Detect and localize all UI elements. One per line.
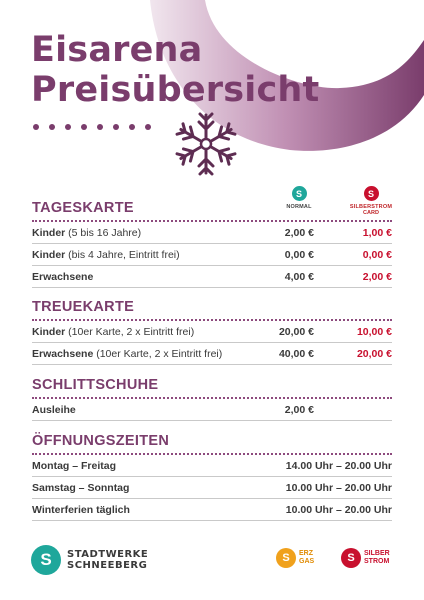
row-label: [32, 271, 254, 283]
day-label: Winterferien täglich: [32, 503, 130, 516]
row-name: Kinder: [32, 226, 66, 239]
stadtwerke-line-1: STADTWERKE: [67, 549, 149, 560]
section-treuekarte: [32, 299, 392, 365]
table-row: [32, 266, 392, 288]
price-normal: 20,00 €: [278, 325, 314, 338]
day-label: Montag – Freitag: [32, 459, 117, 472]
column-label-card: CARD: [363, 210, 379, 216]
decorative-dots: [33, 124, 151, 130]
row-label: [32, 227, 254, 239]
dot: [113, 124, 119, 130]
price-normal: 2,00 €: [284, 403, 314, 416]
row-note: (10er Karte, 2 x Eintritt frei): [65, 325, 195, 338]
silberstrom-logo: [341, 548, 390, 568]
stadtwerke-s-icon: S: [292, 186, 307, 201]
dot: [129, 124, 135, 130]
row-name: Erwachsene: [32, 270, 94, 283]
page-title: [31, 30, 331, 110]
section-title: SCHLITTSCHUHE: [32, 377, 392, 399]
row-name: Ausleihe: [32, 403, 76, 416]
section-title: ÖFFNUNGSZEITEN: [32, 433, 392, 455]
stadtwerke-line-2: SCHNEEBERG: [67, 560, 148, 571]
section-oeffnungszeiten: [32, 433, 392, 521]
row-name: Kinder: [32, 248, 66, 261]
dot: [81, 124, 87, 130]
price-silberstrom: 20,00 €: [356, 347, 392, 360]
snowflake-icon: [173, 111, 239, 177]
row-label: [32, 460, 252, 472]
opening-time: 10.00 Uhr – 20.00 Uhr: [285, 503, 392, 516]
table-row: [32, 321, 392, 343]
table-row: [32, 499, 392, 521]
row-label: [32, 482, 252, 494]
price-silberstrom: 2,00 €: [362, 270, 392, 283]
dot: [33, 124, 39, 130]
title-line-1: Eisarena: [31, 30, 203, 70]
price-normal: 4,00 €: [284, 270, 314, 283]
erzgas-logo: [276, 548, 314, 568]
table-row: [32, 399, 392, 421]
table-row: [32, 455, 392, 477]
price-silberstrom: 1,00 €: [362, 226, 392, 239]
stadtwerke-wordmark: [67, 549, 148, 571]
price-silberstrom: 0,00 €: [362, 248, 392, 261]
dot: [65, 124, 71, 130]
dot: [145, 124, 151, 130]
column-label-silberstrom: SILBERSTROM: [349, 204, 393, 210]
row-note: (10er Karte, 2 x Eintritt frei): [93, 347, 223, 360]
erzgas-wordmark: [299, 550, 314, 566]
row-name: Kinder: [32, 325, 66, 338]
erzgas-s-icon: S: [276, 548, 296, 568]
opening-time: 14.00 Uhr – 20.00 Uhr: [285, 459, 392, 472]
title-line-2: Preisübersicht: [31, 70, 320, 110]
erzgas-line-2: GAS: [299, 558, 315, 565]
stadtwerke-logo: [31, 545, 148, 575]
row-label: [32, 348, 254, 360]
row-name: Erwachsene: [32, 347, 94, 360]
stadtwerke-s-icon: S: [31, 545, 61, 575]
row-label: [32, 326, 254, 338]
table-row: [32, 244, 392, 266]
section-tageskarte: [32, 200, 392, 288]
section-title: TAGESKARTE: [32, 200, 392, 222]
silberstrom-s-icon: S: [364, 186, 379, 201]
opening-time: 10.00 Uhr – 20.00 Uhr: [285, 481, 392, 494]
silberstrom-line-1: SILBER: [364, 550, 390, 557]
price-normal: 0,00 €: [284, 248, 314, 261]
dot: [49, 124, 55, 130]
table-row: [32, 343, 392, 365]
price-normal: 2,00 €: [284, 226, 314, 239]
day-label: Samstag – Sonntag: [32, 481, 130, 494]
erzgas-line-1: ERZ: [299, 550, 313, 557]
silberstrom-line-2: STROM: [364, 558, 390, 565]
row-label: [32, 404, 254, 416]
row-label: [32, 249, 254, 261]
table-row: [32, 222, 392, 244]
column-label-normal: NORMAL: [286, 204, 312, 210]
row-note: (5 bis 16 Jahre): [65, 226, 142, 239]
row-note: (bis 4 Jahre, Eintritt frei): [65, 248, 180, 261]
table-row: [32, 477, 392, 499]
row-label: [32, 504, 252, 516]
price-silberstrom: 10,00 €: [356, 325, 392, 338]
section-schlittschuhe: [32, 377, 392, 421]
silberstrom-s-icon: S: [341, 548, 361, 568]
dot: [97, 124, 103, 130]
section-title: TREUEKARTE: [32, 299, 392, 321]
price-normal: 40,00 €: [278, 347, 314, 360]
silberstrom-wordmark: [364, 550, 390, 566]
